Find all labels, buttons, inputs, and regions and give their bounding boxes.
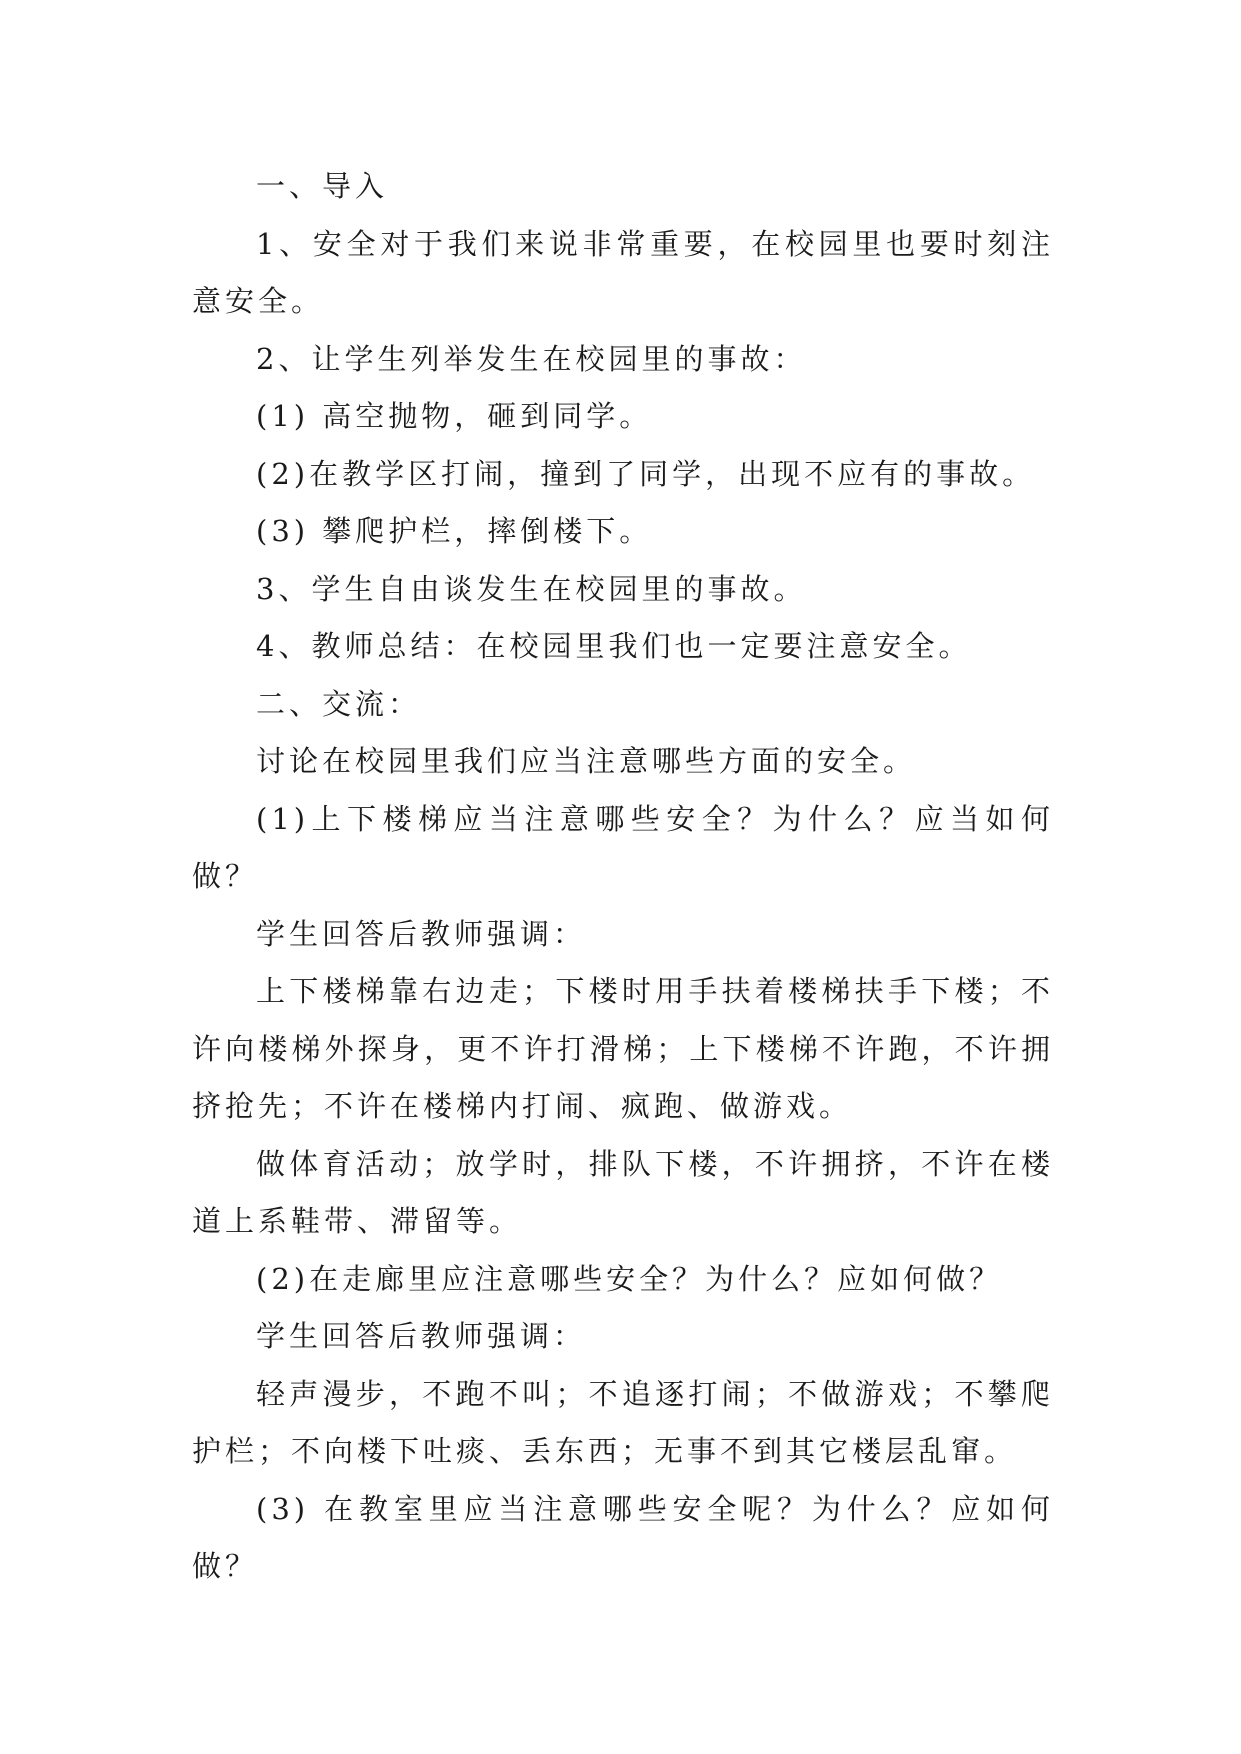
paragraph: 4、教师总结：在校园里我们也一定要注意安全。 bbox=[256, 629, 972, 663]
paragraph: 学生回答后教师强调： bbox=[256, 1319, 587, 1353]
paragraph: 上下楼梯靠右边走；下楼时用手扶着楼梯扶手下楼；不许向楼梯外探身，更不许打滑梯；上下楼梯不许跑，不许拥挤抢先；不许在楼梯内打闹、疯跑、做游戏。 bbox=[192, 974, 1054, 1123]
paragraph: 学生回答后教师强调： bbox=[256, 916, 587, 951]
question-item: (2)在走廊里应注意哪些安全？为什么？应如何做？ bbox=[256, 1261, 1003, 1296]
paragraph: 1、安全对于我们来说非常重要，在校园里也要时刻注意安全。 bbox=[192, 226, 1054, 318]
list-item: (3) 攀爬护栏，摔倒楼下。 bbox=[256, 514, 653, 548]
document-body bbox=[192, 158, 1054, 1596]
section-heading-intro: 一、导入 bbox=[256, 169, 389, 203]
question-item: (1)上下楼梯应当注意哪些安全？为什么？应当如何做？ bbox=[192, 801, 1054, 893]
question-item: (3) 在教室里应当注意哪些安全呢？为什么？应如何做？ bbox=[192, 1491, 1054, 1583]
section-heading-exchange: 二、交流： bbox=[256, 686, 422, 721]
paragraph: 2、让学生列举发生在校园里的事故： bbox=[256, 341, 807, 376]
paragraph: 做体育活动；放学时，排队下楼，不许拥挤，不许在楼道上系鞋带、滞留等。 bbox=[192, 1146, 1054, 1238]
paragraph: 讨论在校园里我们应当注意哪些方面的安全。 bbox=[256, 744, 917, 778]
list-item: (1) 高空抛物，砸到同学。 bbox=[256, 399, 653, 433]
paragraph: 3、学生自由谈发生在校园里的事故。 bbox=[256, 571, 807, 606]
paragraph: 轻声漫步，不跑不叫；不追逐打闹；不做游戏；不攀爬护栏；不向楼下吐痰、丢东西；无事不到其它楼层乱窜。 bbox=[192, 1376, 1054, 1468]
list-item: (2)在教学区打闹，撞到了同学，出现不应有的事故。 bbox=[256, 456, 1036, 491]
